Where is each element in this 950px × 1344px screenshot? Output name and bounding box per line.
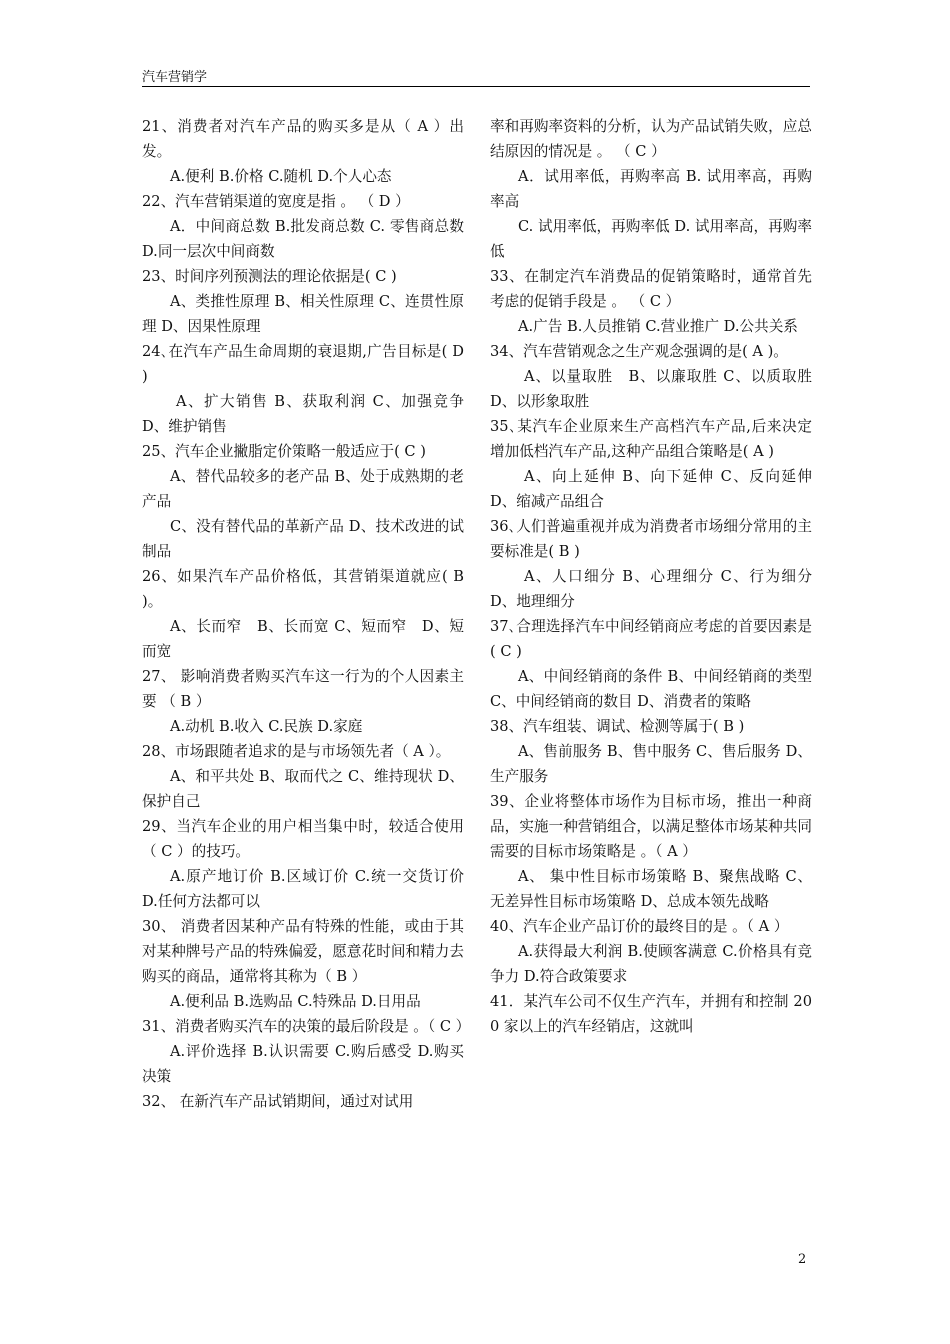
question-text: 22、汽车营销渠道的宽度是指 。 （ D ） [142,193,410,210]
question-text: 30、 消费者因某种产品有特殊的性能，或由于其对某种牌号产品的特殊偏爱，愿意花时间和精力去购买的商品，通常将其称为（ B ） [142,918,464,985]
page-header [142,70,810,87]
question-text: 29、当汽车企业的用户相当集中时，较适合使用 （ C ）的技巧。 [142,818,464,860]
left-column [142,114,471,1114]
answer-options: A.获得最大利润 B.使顾客满意 C.价格具有竞争力 D.符合政策要求 [490,943,812,985]
question-text: 33、在制定汽车消费品的促销策略时，通常首先考虑的促销手段是 。 （ C ） [490,268,812,310]
page-number: 2 [798,1252,807,1267]
right-column [490,114,827,1039]
answer-options: A.便利品 B.选购品 C.特殊品 D.日用品 [170,993,421,1010]
question-text: 36､人们普遍重视并成为消费者市场细分常用的主要标准是( B ) [490,518,812,560]
answer-options: A.原产地订价 B.区域订价 C.统一交货订价 D.任何方法都可以 [142,868,464,910]
question-text: 率和再购率资料的分析，认为产品试销失败，应总结原因的情况是 。 （ C ） [490,118,812,160]
answer-options: A、售前服务 B、售中服务 C、售后服务 D、生产服务 [490,743,812,785]
answer-options: C、没有替代品的革新产品 D、技术改进的试制品 [142,518,464,560]
question-text: 41．某汽车公司不仅生产汽车，并拥有和控制 200 家以上的汽车经销店，这就叫 [490,993,812,1035]
question-text: 31、消费者购买汽车的决策的最后阶段是 。（ C ） [142,1018,471,1035]
question-text: 34、汽车营销观念之生产观念强调的是( A )。 [490,343,788,360]
question-text: 32、 在新汽车产品试销期间，通过对试用 [142,1093,414,1110]
question-text: 25、汽车企业撇脂定价策略一般适应于( C ) [142,443,426,460]
question-text: 35､某汽车企业原来生产高档汽车产品,后来决定增加低档汽车产品,这种产品组合策略是( A ) [490,418,812,460]
answer-options: A.评价选择 B.认识需要 C.购后感受 D.购买决策 [142,1043,464,1085]
question-text: 24､在汽车产品生命周期的衰退期,广告目标是( D ) [142,343,464,385]
question-text: 27、 影响消费者购买汽车这一行为的个人因素主要 （ B ） [142,668,464,710]
answer-options: A、以量取胜 B、以廉取胜 C、以质取胜 D、以形象取胜 [490,368,827,410]
question-text: 21、消费者对汽车产品的购买多是从（ A ）出发。 [142,118,464,160]
answer-options: A.动机 B.收入 C.民族 D.家庭 [170,718,363,735]
answer-options: A、中间经销商的条件 B、中间经销商的类型 C、中间经销商的数目 D、消费者的策略 [490,668,812,710]
question-text: 28、市场跟随者追求的是与市场领先者（ A ）。 [142,743,451,760]
answer-options: A．试用率低，再购率高 B. 试用率高，再购率高 [490,168,812,210]
header-title: 汽车营销学 [142,70,208,85]
answer-options: A、向上延伸 B、向下延伸 C、反向延伸 D、缩减产品组合 [490,468,812,510]
answer-options: A、替代品较多的老产品 B、处于成熟期的老产品 [142,468,464,510]
answer-options: A、 集中性目标市场策略 B、聚焦战略 C、无差异性目标市场策略 D、总成本领先战略 [490,868,812,910]
answer-options: C. 试用率低，再购率低 D. 试用率高，再购率低 [490,218,812,260]
answer-options: A.广告 B.人员推销 C.营业推广 D.公共关系 [518,318,798,335]
answer-options: A．中间商总数 B.批发商总数 C. 零售商总数 D.同一层次中间商数 [142,218,464,260]
question-text: 26、如果汽车产品价格低，其营销渠道就应( B )。 [142,568,464,610]
answer-options: A、人口细分 B、心理细分 C、行为细分 D、地理细分 [490,568,812,610]
answer-options: A.便利 B.价格 C.随机 D.个人心态 [170,168,392,185]
question-text: 39、企业将整体市场作为目标市场，推出一种商品，实施一种营销组合，以满足整体市场某种共同需要的目标市场策略是 。（ A ） [490,793,812,860]
answer-options: A、类推性原理 B、相关性原理 C、连贯性原理 D、因果性原理 [142,293,464,335]
answer-options: A、长而窄 B、长而宽 C、短而窄 D、短而宽 [142,618,464,660]
answer-options: A、扩大销售 B、获取利润 C、加强竞争 D、维护销售 [142,393,464,435]
question-text: 40、汽车企业产品订价的最终目的是 。（ A ） [490,918,789,935]
question-text: 37､合理选择汽车中间经销商应考虑的首要因素是( C ) [490,618,812,660]
question-text: 23、时间序列预测法的理论依据是( C ) [142,268,397,285]
question-text: 38、汽车组装、调试、检测等属于( B ) [490,718,745,735]
answer-options: A、和平共处 B、取而代之 C、维持现状 D、保护自己 [142,768,464,810]
